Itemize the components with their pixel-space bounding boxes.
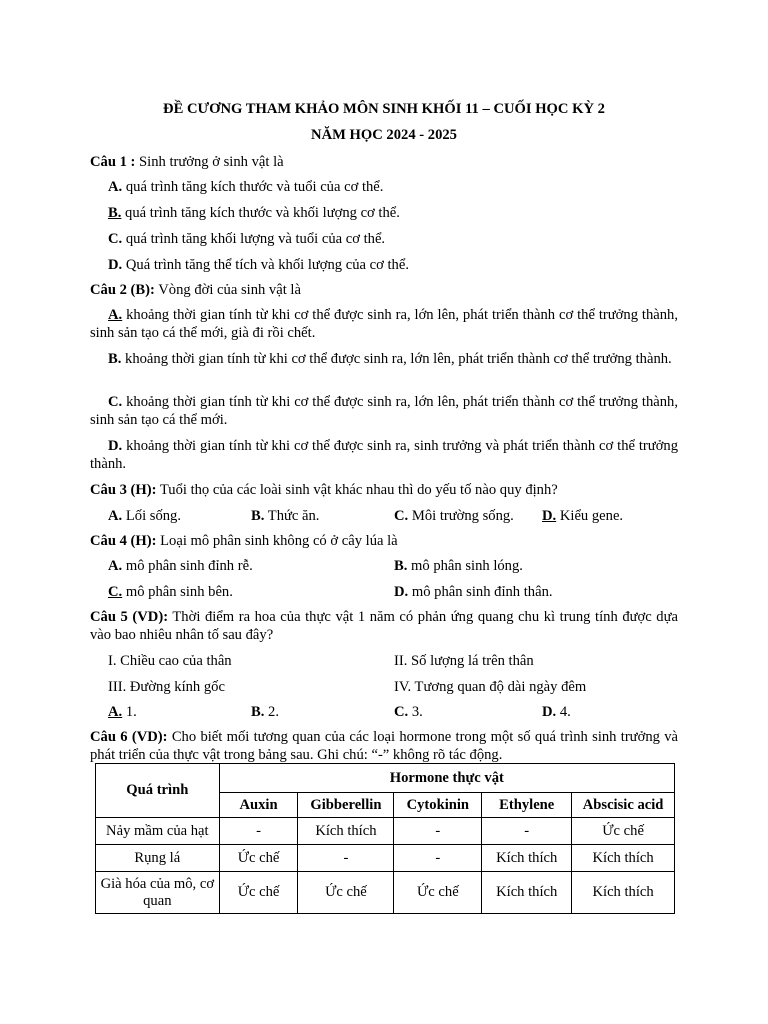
table-cell: -	[219, 818, 298, 845]
hormone-table	[95, 763, 675, 914]
q4-option-d	[394, 583, 553, 601]
q1-option-d	[108, 256, 409, 274]
option-letter: A.	[108, 704, 123, 720]
q2-option-d	[90, 437, 678, 473]
question-5	[90, 608, 678, 644]
question-label: Câu 6 (VD):	[90, 729, 168, 745]
option-text: 2.	[264, 704, 279, 720]
q2-option-a	[90, 306, 678, 342]
row-process: Nảy mầm của hạt	[96, 818, 220, 845]
question-text: Sinh trưởng ở sinh vật là	[135, 154, 284, 170]
question-text: Cho biết mối tương quan của các loại hormone trong một số quá trình sinh trưởng và phát triển của thực vật trong bảng sau. Ghi chú: “-” không rõ tác động.	[90, 729, 678, 763]
table-cell: -	[394, 845, 482, 872]
option-letter: D.	[108, 438, 123, 454]
option-letter: D.	[108, 257, 123, 273]
option-letter: C.	[108, 584, 123, 600]
q5-factor-3: III. Đường kính gốc	[108, 679, 225, 695]
table-cell: Kích thích	[572, 872, 675, 914]
option-letter: A.	[108, 558, 123, 574]
option-text: khoảng thời gian tính từ khi cơ thể được sinh ra, lớn lên, phát triển thành cơ thể trưởng thành, sinh sản tạo cá thể mới, già đi rồi chết.	[90, 307, 678, 341]
q1-option-b	[108, 204, 400, 222]
row-process: Rụng lá	[96, 845, 220, 872]
option-letter: A.	[108, 508, 123, 524]
question-text: Thời điểm ra hoa của thực vật 1 năm có phản ứng quang chu kì trung tính được dựa vào bao nhiêu nhân tố sau đây?	[90, 609, 678, 643]
table-cell: -	[298, 845, 394, 872]
option-text: khoảng thời gian tính từ khi cơ thể được sinh ra, lớn lên, phát triển thành cơ thể trưởng thành, sinh sản tạo cá thể mới.	[90, 394, 678, 428]
q2-option-c	[90, 393, 678, 429]
table-cell: Ức chế	[394, 872, 482, 914]
option-text: khoảng thời gian tính từ khi cơ thể được sinh ra, lớn lên, phát triển thành cơ thể trưởng thành.	[121, 351, 672, 367]
option-text: quá trình tăng kích thước và tuổi của cơ thể.	[122, 179, 384, 195]
option-letter: D.	[394, 584, 409, 600]
q3-option-c	[394, 507, 514, 525]
school-year: NĂM HỌC 2024 - 2025	[311, 127, 457, 143]
table-cell: Kích thích	[298, 818, 394, 845]
option-letter: D.	[542, 704, 557, 720]
option-letter: B.	[394, 558, 408, 574]
q5-option-d	[542, 703, 571, 721]
column-header-hormone: Cytokinin	[394, 793, 482, 818]
option-letter: D.	[542, 508, 557, 524]
column-header-hormone: Auxin	[219, 793, 298, 818]
table-cell: Ức chế	[298, 872, 394, 914]
q1-option-a	[108, 178, 383, 196]
q5-option-b	[251, 703, 279, 721]
table-cell: Kích thích	[482, 872, 572, 914]
option-letter: B.	[108, 205, 122, 221]
table-row	[96, 818, 675, 845]
option-text: Thức ăn.	[264, 508, 320, 524]
question-label: Câu 1 :	[90, 154, 136, 170]
option-text: Lối sống.	[122, 508, 181, 524]
option-letter: A.	[108, 179, 123, 195]
q5-factor-2: II. Số lượng lá trên thân	[394, 653, 534, 669]
question-2	[90, 281, 678, 299]
option-letter: C.	[108, 394, 123, 410]
q1-option-c	[108, 230, 385, 248]
table-cell: Kích thích	[572, 845, 675, 872]
question-text: Loại mô phân sinh không có ở cây lúa là	[156, 533, 398, 549]
option-letter: C.	[394, 508, 409, 524]
question-label: Câu 5 (VD):	[90, 609, 169, 625]
question-1	[90, 153, 678, 171]
table-cell: -	[482, 818, 572, 845]
question-label: Câu 2 (B):	[90, 282, 155, 298]
q3-option-a	[108, 507, 181, 525]
option-text: Môi trường sống.	[408, 508, 514, 524]
option-text: mô phân sinh bên.	[122, 584, 233, 600]
table-cell: Kích thích	[482, 845, 572, 872]
q4-option-c	[108, 583, 233, 601]
table-row	[96, 845, 675, 872]
column-header-hormone: Gibberellin	[298, 793, 394, 818]
option-letter: C.	[394, 704, 409, 720]
q4-option-b	[394, 557, 523, 575]
option-text: 1.	[122, 704, 137, 720]
option-letter: A.	[108, 307, 123, 323]
q5-factor-1: I. Chiều cao của thân	[108, 653, 232, 669]
q5-option-a	[108, 703, 137, 721]
option-text: quá trình tăng kích thước và khối lượng cơ thể.	[121, 205, 400, 221]
option-letter: B.	[108, 351, 122, 367]
option-letter: B.	[251, 508, 265, 524]
column-group-header: Hormone thực vật	[219, 764, 674, 793]
option-text: mô phân sinh đỉnh rễ.	[122, 558, 253, 574]
option-text: quá trình tăng khối lượng và tuổi của cơ thể.	[122, 231, 386, 247]
option-text: 3.	[408, 704, 423, 720]
q3-option-d	[542, 507, 623, 525]
option-text: Kiểu gene.	[556, 508, 624, 524]
option-text: mô phân sinh lóng.	[407, 558, 523, 574]
table-cell: Ức chế	[219, 845, 298, 872]
table-cell: -	[394, 818, 482, 845]
option-text: Quá trình tăng thể tích và khối lượng của cơ thể.	[122, 257, 409, 273]
q5-factor-4: IV. Tương quan độ dài ngày đêm	[394, 679, 587, 695]
document-title: ĐỀ CƯƠNG THAM KHẢO MÔN SINH KHỐI 11 – CUỐI HỌC KỲ 2	[163, 101, 605, 117]
question-label: Câu 3 (H):	[90, 482, 157, 498]
question-text: Tuổi thọ của các loài sinh vật khác nhau thì do yếu tố nào quy định?	[156, 482, 558, 498]
column-header-process: Quá trình	[96, 764, 220, 818]
column-header-hormone: Abscisic acid	[572, 793, 675, 818]
option-letter: C.	[108, 231, 123, 247]
question-4	[90, 532, 678, 550]
option-text: 4.	[556, 704, 571, 720]
option-text: khoảng thời gian tính từ khi cơ thể được sinh ra, sinh trưởng và phát triển thành cơ thể trưởng thành.	[90, 438, 678, 472]
question-label: Câu 4 (H):	[90, 533, 157, 549]
row-process: Già hóa của mô, cơ quan	[96, 872, 220, 914]
column-header-hormone: Ethylene	[482, 793, 572, 818]
q4-option-a	[108, 557, 253, 575]
option-text: mô phân sinh đỉnh thân.	[408, 584, 553, 600]
table-cell: Ức chế	[219, 872, 298, 914]
question-3	[90, 481, 678, 499]
table-header-row	[96, 764, 675, 793]
q2-option-b	[90, 350, 678, 368]
table-cell: Ức chế	[572, 818, 675, 845]
option-letter: B.	[251, 704, 265, 720]
table-row	[96, 872, 675, 914]
q5-option-c	[394, 703, 423, 721]
q3-option-b	[251, 507, 319, 525]
question-text: Vòng đời của sinh vật là	[154, 282, 301, 298]
question-6	[90, 728, 678, 764]
